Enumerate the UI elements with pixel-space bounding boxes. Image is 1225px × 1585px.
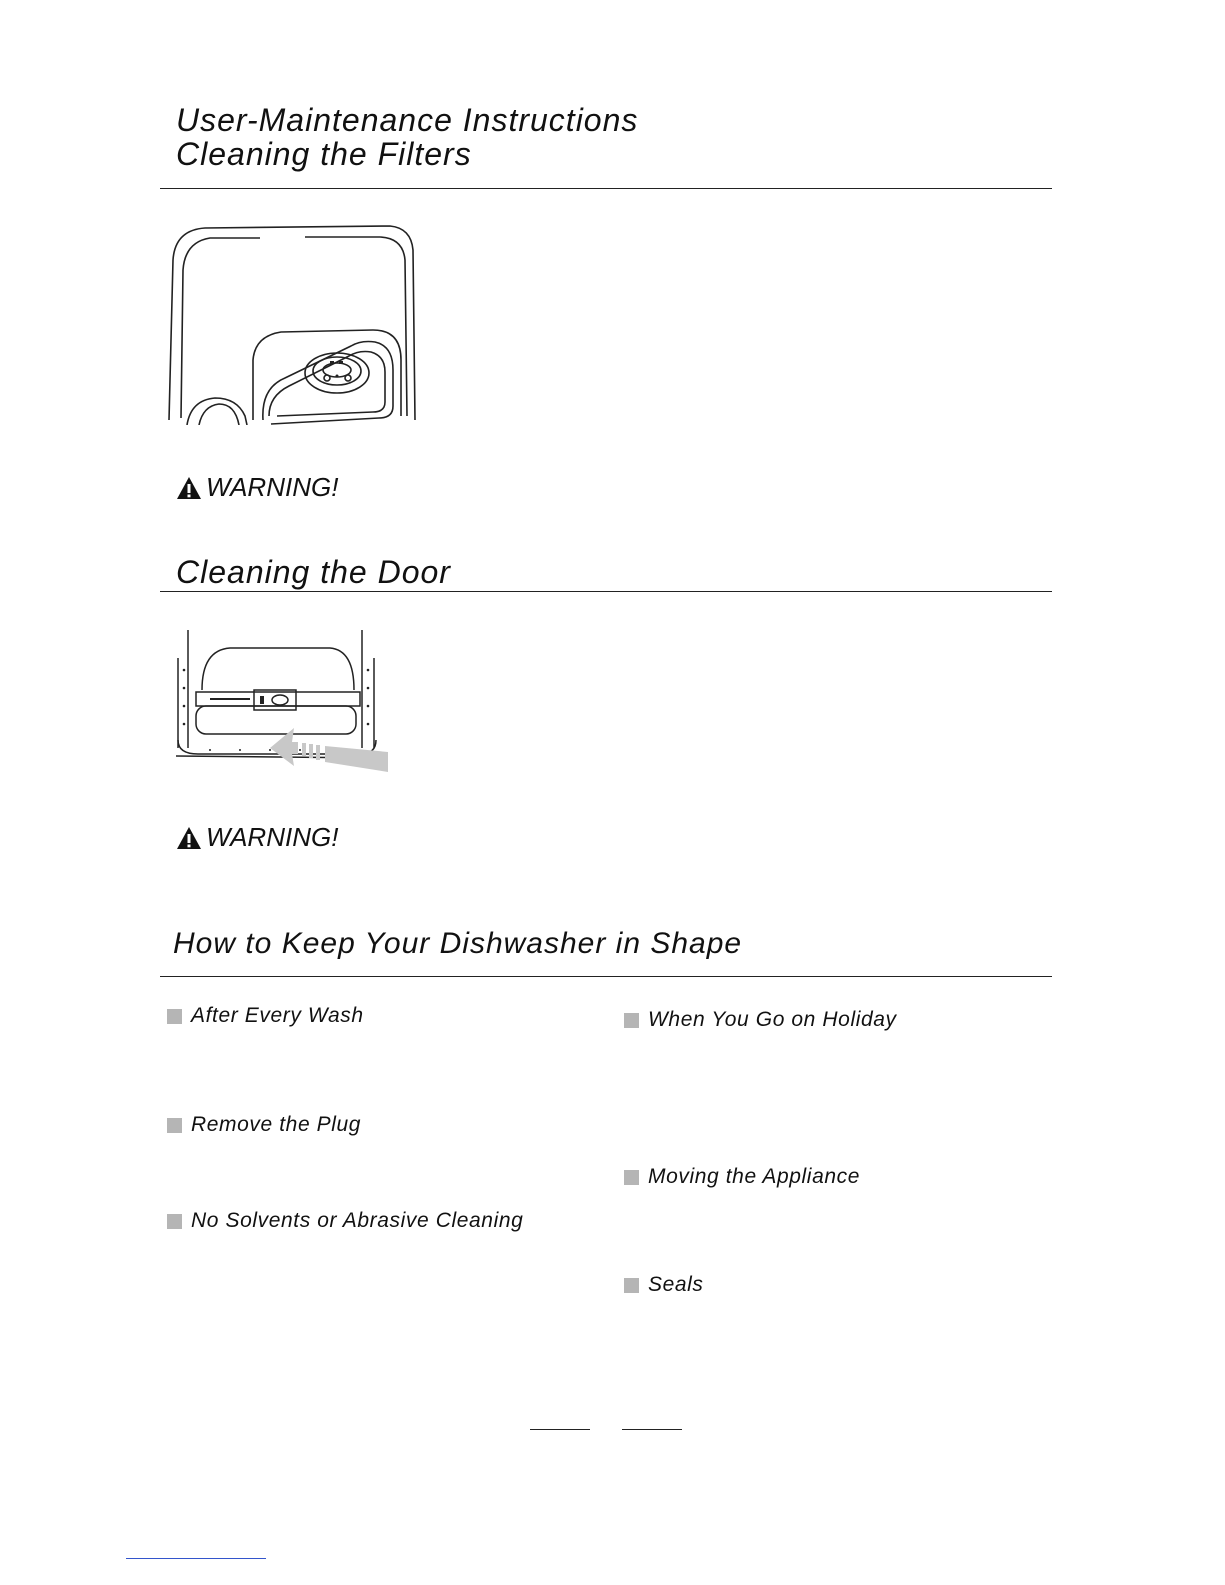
footer-line-left (530, 1429, 590, 1430)
tip-after-every-wash (167, 1004, 364, 1028)
tip-label: Moving the Appliance (648, 1165, 861, 1188)
section-title-filters: Cleaning the Filters (176, 136, 472, 172)
tip-remove-plug (167, 1113, 361, 1137)
square-bullet-icon (624, 1278, 639, 1293)
section-divider (160, 976, 1052, 977)
square-bullet-icon (167, 1009, 182, 1024)
warning-triangle-icon (176, 826, 202, 850)
tip-label: No Solvents or Abrasive Cleaning (191, 1209, 524, 1232)
tip-moving-appliance (624, 1165, 860, 1189)
tip-holiday (624, 1008, 897, 1032)
footer-link-underline (126, 1558, 266, 1559)
square-bullet-icon (167, 1214, 182, 1229)
tip-no-solvents (167, 1209, 523, 1233)
filter-illustration (165, 220, 420, 425)
page-title: User-Maintenance Instructions (176, 102, 639, 138)
section-title-shape: How to Keep Your Dishwasher in Shape (173, 927, 743, 960)
warning-filters (176, 472, 338, 503)
warning-label: WARNING! (206, 472, 339, 502)
footer-line-right (622, 1429, 682, 1430)
tip-label: Seals (648, 1273, 704, 1296)
square-bullet-icon (624, 1013, 639, 1028)
section-title-door: Cleaning the Door (176, 554, 451, 590)
tip-label: After Every Wash (191, 1004, 364, 1027)
section-divider (160, 591, 1052, 592)
warning-triangle-icon (176, 476, 202, 500)
tip-label: Remove the Plug (191, 1113, 362, 1136)
square-bullet-icon (167, 1118, 182, 1133)
door-illustration (170, 630, 395, 785)
tip-seals (624, 1273, 704, 1297)
warning-label: WARNING! (206, 822, 339, 852)
tip-label: When You Go on Holiday (648, 1008, 897, 1031)
section-divider (160, 188, 1052, 189)
warning-door (176, 822, 338, 853)
square-bullet-icon (624, 1170, 639, 1185)
